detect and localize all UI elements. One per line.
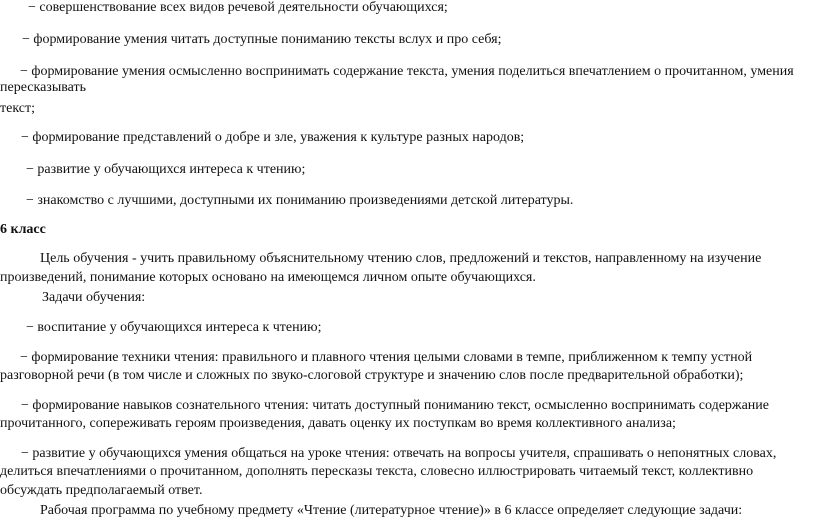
task-item: − развитие у обучающихся умения общаться на уроке чтения: отвечать на вопросы учителя, спрашивать о непонятных словах, [21,446,777,461]
task-item-continuation: делиться впечатлениями о прочитанном, дополнять пересказы текста, словесно иллюстрировать читаемый текст, коллективно [0,464,754,479]
task-item-continuation: обсуждать предполагаемый ответ. [0,483,203,498]
goal-item: − формирование умения читать доступные пониманию тексты вслух и про себя; [22,32,502,47]
task-item-continuation: прочитанного, сопереживать героям произведения, давать оценку их поступкам во время коллективного анализа; [0,416,676,431]
task-item-continuation: разговорной речи (в том числе и сложных по звуко-слоговой структуре и значению слов после предварительной обработки); [0,368,744,383]
goal-item: − знакомство с лучшими, доступными их пониманию произведениями детской литературы. [26,193,574,208]
closing-line: Рабочая программа по учебному предмету «Чтение (литературное чтение)» в 6 классе определяет следующие задачи: [40,503,743,518]
tasks-heading: Задачи обучения: [42,290,146,305]
goal-paragraph-line: произведений, понимание которых основано на имеющемся личном опыте обучающихся. [0,270,536,285]
goal-paragraph-line: Цель обучения - учить правильному объяснительному чтению слов, предложений и текстов, направленному на изучение [40,251,762,266]
task-item: − воспитание у обучающихся интереса к чтению; [26,320,322,335]
goal-item: − развитие у обучающихся интереса к чтению; [26,162,306,177]
goal-item: − формирование представлений о добре и зле, уважения к культуре разных народов; [21,130,525,145]
task-item: − формирование техники чтения: правильного и плавного чтения целыми словами в темпе, приближенном к темпу устной [20,350,753,365]
goal-item-continuation: пересказывать [0,80,87,95]
section-heading: 6 класс [0,222,46,237]
task-item: − формирование навыков сознательного чтения: читать доступный пониманию текст, осмысленно воспринимать содержание [21,398,769,413]
goal-item: − совершенствование всех видов речевой деятельности обучающихся; [28,0,448,15]
goal-item: − формирование умения осмысленно воспринимать содержание текста, умения поделиться впечатлением о прочитанном, умения [20,64,794,79]
goal-item-continuation: текст; [0,101,36,116]
